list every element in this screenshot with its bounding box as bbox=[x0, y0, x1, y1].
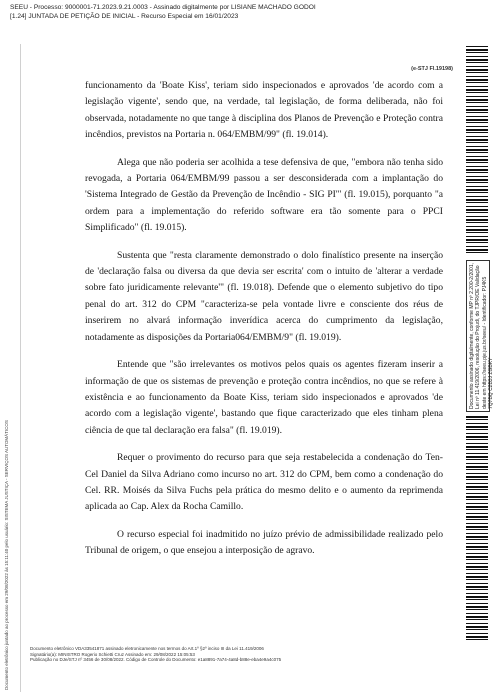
document-body bbox=[85, 78, 443, 571]
barcode-bottom bbox=[466, 416, 488, 642]
paragraph-6: O recurso especial foi inadmitido no juízo prévio de admissibilidade realizado pelo Tribunal de origem, o que ensejou a interposição de agravo. bbox=[85, 528, 443, 557]
footer bbox=[30, 646, 281, 663]
left-margin-stamp: Documento eletrônico juntado ao processo em 29/08/2022 às 15:11:40 pelo usuário: SISTEMA JUSTIÇA - SERVIÇOS AUTOMÁTICOS bbox=[4, 420, 9, 690]
signature-stamp-text: Documento assinado digitalmente, conforme MP nº 2.200-2/2001, Lei nº 11.419/2006, resolução do Projudi, do TJPR/OE Validação deste em https://seeu.pje.jus.br/seeu/ - Identificador: PJ4K5 7Q7BQ C2B3J ZGBKY bbox=[469, 263, 495, 409]
page-tag: (e-STJ Fl.19198) bbox=[411, 66, 453, 72]
paragraph-3: Sustenta que "resta claramente demonstrado o dolo finalístico presente na inserção de 'declaração falsa ou diversa da que devia ser escrita' com o intuito de 'alterar a verdade sobre fato juridicamente relevante'" (fl. 19.018). Defende que o elemento subjetivo do tipo penal do art. 312 do CPM "caracteriza-se pela vontade livre e consciente dos réus de inserirem no alvará informação inverídica acerca do cumprimento da legislação, notadamente as disposições da Portaria064/EMBM/9" (fl. 19.019). bbox=[85, 249, 443, 343]
footer-line-1: Documento eletrônico VDA33541871 assinado eletronicamente nos termos do Art.1º §2º inciso III da Lei 11.419/2006 bbox=[30, 646, 264, 651]
header-line-2: [1.24] JUNTADA DE PETIÇÃO DE INICIAL - Recurso Especial em 16/01/2023 bbox=[10, 13, 239, 20]
footer-line-3: Publicação no DJe/STJ nº 3456 de 30/08/2022. Código de Controle do Documento: e1a8891-7a74-4a8d-b88e-eba4e9a4c075 bbox=[30, 657, 282, 663]
signature-stamp-box bbox=[466, 260, 495, 412]
document-page bbox=[20, 44, 461, 692]
paragraph-2: Alega que não poderia ser acolhida a tese defensiva de que, "embora não tenha sido revogada, a Portaria 064/EMBM/99 passou a ser desconsiderada com a implantação do 'Sistema Integrado de Gestão da Prevenção de Incêndio - SIG PI'" (fl. 19.015), porquanto "a ordem para a implementação do referido software era tão somente para o PPCI Simplificado" (fl. 19.015). bbox=[85, 156, 443, 234]
paragraph-5: Requer o provimento do recurso para que seja restabelecida a condenação do Ten-Cel Daniel da Silva Adriano como incurso no art. 312 do CPM, bem como a condenação do Cel. RR. Moisés da Silva Fuchs pela prática do mesmo delito e o aumento da reprimenda aplicada ao Cap. Alex da Rocha Camillo. bbox=[85, 452, 443, 513]
paragraph-1: funcionamento da 'Boate Kiss', teriam sido inspecionados e aprovados 'de acordo com a legislação vigente', sendo que, na verdade, tal legislação, de forma deliberada, não foi observada, notadamente no que tange à disciplina dos Planos de Prevenção e Proteção contra incêndios, previstos na Portaria n. 064/EMBM/99" (fl. 19.014). bbox=[85, 80, 443, 141]
paragraph-4: Entende que "são irrelevantes os motivos pelos quais os agentes fizeram inserir a informação de que os sistemas de prevenção e proteção contra incêndios, no que se refere à existência e ao funcionamento da Boate Kiss, teriam sido inspecionados e aprovados 'de acordo com a legislação vigente', bastando que fique caracterizado que eles tinham plena ciência de que tal declaração era falsa" (fl. 19.019). bbox=[85, 359, 443, 436]
header-line-1: SEEU - Processo: 9000001-71.2023.9.21.0003 - Assinado digitalmente por LISIANE MACHADO GODOI bbox=[10, 4, 316, 11]
footer-line-2: Signatário(a): MINISTRO Rogerio Schietti Cruz Assinado em: 29/08/2022 15:05:53 bbox=[30, 651, 195, 657]
barcode-top bbox=[466, 46, 488, 254]
